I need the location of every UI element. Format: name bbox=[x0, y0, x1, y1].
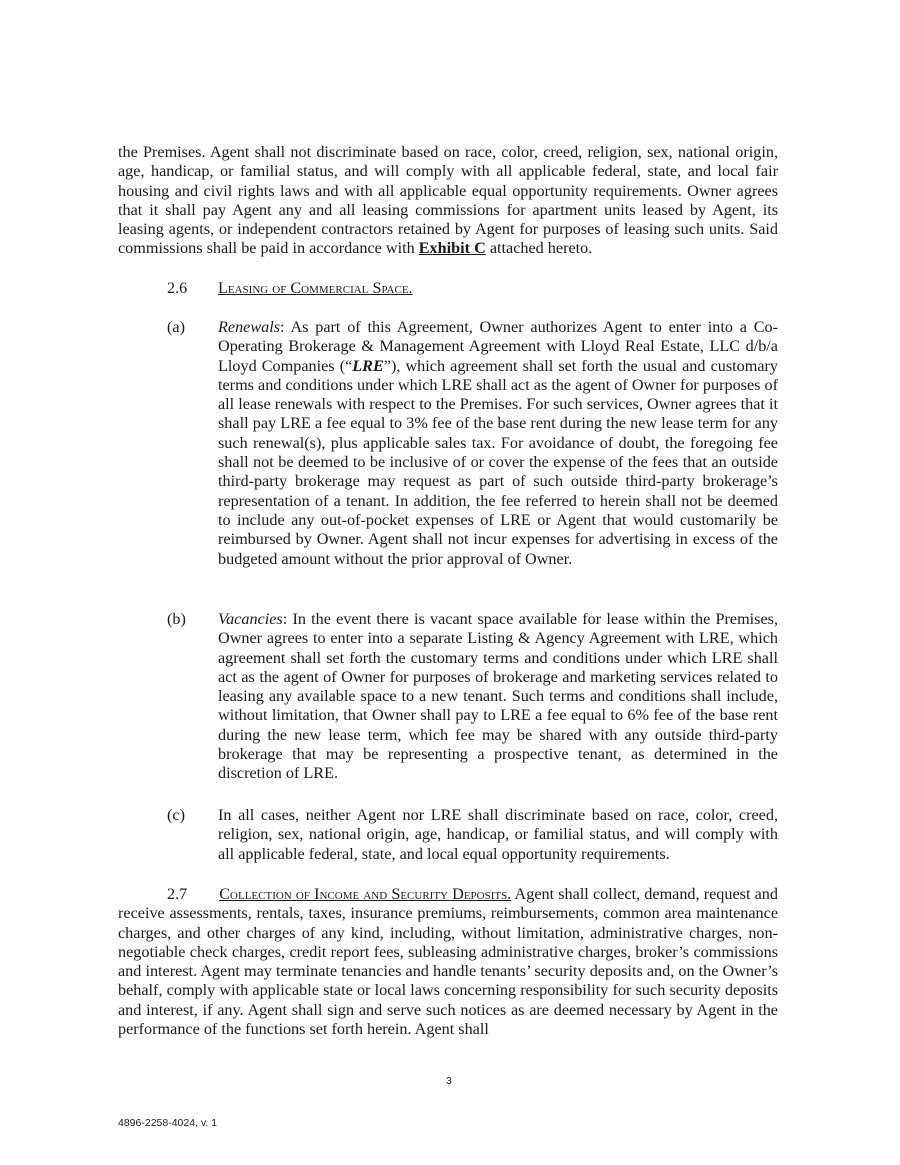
section-2-7-number: 2.7 bbox=[167, 885, 188, 903]
item-a-label: (a) bbox=[167, 318, 185, 336]
item-a-abbr: LRE bbox=[352, 356, 384, 375]
exhibit-c-reference: Exhibit C bbox=[418, 239, 486, 258]
section-2-7-heading: Collection of Income and Security Deposits. bbox=[219, 885, 512, 903]
item-c-paragraph: In all cases, neither Agent nor LRE shall discriminate based on race, color, creed, religion, sex, national origin, age, handicap, or familial status, and will comply with all applicable federal, state, and local equal opportunity requirements. bbox=[218, 806, 778, 863]
section-2-7-paragraph bbox=[118, 885, 778, 1039]
item-b-paragraph bbox=[218, 610, 778, 784]
item-b-label: (b) bbox=[167, 610, 186, 628]
item-b-text: : In the event there is vacant space available for lease within the Premises, Owner agrees to enter into a separate Listing & Agency Agreement with LRE, which agreement shall set forth the customary terms and conditions under which LRE shall act as the agent of Owner for purposes of brokerage and marketing services related to leasing any available space to a new tenant. Such terms and conditions shall include, without limitation, that Owner shall pay to LRE a fee equal to 6% fee of the base rent during the new lease term, which fee may be shared with any outside third-party brokerage that may be representing a prospective tenant, as determined in the discretion of LRE. bbox=[218, 610, 778, 783]
item-c-label: (c) bbox=[167, 806, 185, 824]
item-a-paragraph bbox=[218, 318, 778, 569]
item-a-title: Renewals bbox=[218, 318, 281, 336]
item-a-text-1: : As part of this Agreement, Owner authorizes Agent to enter into a Co-Operating Brokerage & Management Agreement with Lloyd Real Estate, LLC d/b/a Lloyd Companies (“ bbox=[218, 318, 778, 375]
section-2-6-heading: Leasing of Commercial Space. bbox=[218, 279, 413, 297]
intro-text: the Premises. Agent shall not discriminate based on race, color, creed, religion, sex, national origin, age, handicap, or familial status, and will comply with all applicable federal, state, and local fair housing and civil rights laws and with all applicable equal opportunity requirements. Owner agrees that it shall pay Agent any and all leasing commissions for apartment units leased by Agent, its leasing agents, or independent contractors retained by Agent for purposes of leasing such units. Said commissions shall be paid in accordance with bbox=[118, 143, 778, 258]
item-b-title: Vacancies bbox=[218, 610, 283, 628]
page-number: 3 bbox=[446, 1075, 452, 1087]
item-a-text-2: ”), which agreement shall set forth the usual and customary terms and conditions under which LRE shall act as the agent of Owner for purposes of all lease renewals with respect to the Premises. For such services, Owner agrees that it shall pay LRE a fee equal to 3% fee of the base rent during the new lease term for any such renewal(s), plus applicable sales tax. For avoidance of doubt, the foregoing fee shall not be deemed to be inclusive of or cover the expense of the fees that an outside third-party brokerage may request as part of such outside third-party brokerage’s representation of a tenant. In addition, the fee referred to herein shall not be deemed to include any out-of-pocket expenses of LRE or Agent that would customarily be reimbursed by Owner. Agent shall not incur expenses for advertising in excess of the budgeted amount without the prior approval of Owner. bbox=[218, 356, 779, 568]
section-2-6-number: 2.6 bbox=[167, 279, 188, 297]
intro-text-end: attached hereto. bbox=[485, 239, 593, 258]
document-id: 4896-2258-4024, v. 1 bbox=[118, 1117, 218, 1129]
section-2-7-text: Agent shall collect, demand, request and receive assessments, rentals, taxes, insurance premiums, reimbursements, common area maintenance charges, and other charges of any kind, including, without limitation, administrative charges, non-negotiable check charges, credit report fees, subleasing administrative charges, broker’s commissions and interest. Agent may terminate tenancies and handle tenants’ security deposits and, on the Owner’s behalf, comply with applicable state or local laws concerning responsibility for such security deposits and interest, if any. Agent shall sign and serve such notices as are deemed necessary by Agent in the performance of the functions set forth herein. Agent shall bbox=[118, 885, 778, 1039]
intro-paragraph bbox=[118, 143, 778, 259]
